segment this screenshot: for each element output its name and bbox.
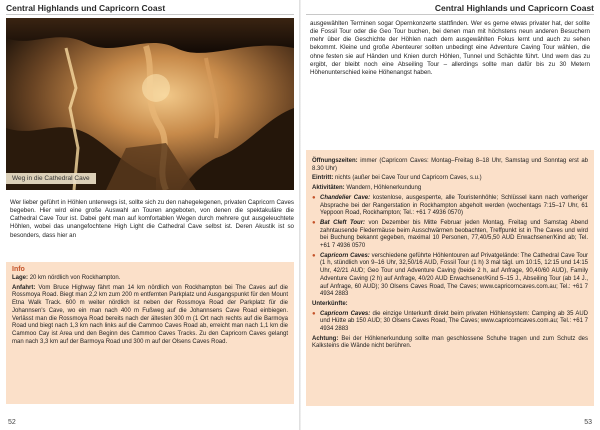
info-lage-text: 20 km nördlich von Rockhampton.	[29, 275, 121, 281]
info-lage	[12, 275, 288, 283]
info-aktivitaeten-text: Wandern, Höhlenerkundung	[346, 185, 422, 192]
info-aktivitaeten-label: Aktivitäten:	[312, 185, 345, 192]
info-unterkunft-label: Unterkünfte:	[312, 300, 348, 307]
bullet-name: Capricorn Caves:	[320, 310, 371, 317]
info-eintritt-text: nichts (außer bei Cave Tour und Capricorn Caves, s.u.)	[335, 175, 482, 182]
bullet-marker-icon: ●	[312, 194, 316, 201]
info-oeffnung	[312, 158, 588, 173]
info-oeffnung-label: Öffnungszeiten:	[312, 158, 358, 164]
lodging-bullet	[312, 311, 588, 334]
bullet-text: verschiedene geführte Höhlentouren auf Privatgelände: The Cathedral Cave Tour (1 h, stündlich von 9–16 Uhr, 32,50/16 AUD, Fossil Tour (1 h) 3 mal tägl. um 10:15, 12:15 und 14:15 Uhr, 42/21 AUD; Geo Tour und Adventure Caving (beide 2 h, auf Anfrage, 90,40/60 AUD), Family Adventure Caving (2 h) auf Anfrage, 40/20 AUD Erwachsener/Kind 5–15 J., Abseiling Tour (ab 14 J., auf Anfrage, 60 AUD); 30 Olsens Caves Road, The Caves; www.capricorncaves.com.au; Tel.: +61 7 4934 2883	[320, 252, 588, 298]
info-achtung-text: Bei der Höhlenerkundung sollte man geschlossene Schuhe tragen und zum Schutz des Kalksteins die Wände nicht berühren.	[312, 335, 588, 350]
running-head-left: Central Highlands und Capricorn Coast	[6, 3, 294, 15]
info-anfahrt-label: Anfahrt:	[12, 284, 36, 291]
running-head-right: Central Highlands und Capricorn Coast	[306, 3, 594, 15]
body-text-left: Wer lieber geführt in Höhlen unterwegs ist, sollte sich zu den nahegelegenen, privaten Capricorn Caves begeben. Hier wird eine große Auswahl an Touren angeboten, von denen die spektakuläre die Cathedral Cave Tour ist. Dabei geht man auf komfortablen Wegen durch mehrere gut ausgeleuchtete Höhlen, wobei das unangefochtene High Light die Cathedral Cave selbst ist. Deren Akustik ist so besonders, dass hier an	[10, 199, 294, 239]
bullet-text: die einzige Unterkunft direkt beim privaten Höhlensystem: Camping ab 35 AUD und Hütte ab 150 AUD; 30 Olsens Caves Road, The Caves; www.capricorncaves.com.au; Tel.: +61 7 4934 2883	[320, 310, 589, 333]
bullet-name: Bat Cleft Tour:	[320, 219, 366, 226]
info-achtung-label: Achtung:	[312, 335, 339, 342]
info-oeffnung-text: immer (Capricorn Caves: Montag–Freitag 8–18 Uhr, Samstag und Sonntag erst ab 8.30 Uhr)	[312, 158, 589, 172]
photo-caption: Weg in die Cathedral Cave	[6, 173, 96, 184]
info-aktivitaeten	[312, 185, 588, 193]
activity-bullet	[312, 195, 588, 218]
body-text-right: ausgewählten Terminen sogar Opernkonzerte stattfinden. Wer es gerne etwas privater hat, der sollte die Fossil Tour oder die Geo Tour buchen, bei denen man mit höchstens neun anderen Besuchern mehr über die Geschichte der Höhlen nach dem ausgewählten Fokus lernt und auch zu sehen bekommt. Kleine und große Abenteurer sollten unbedingt eine Adventure Caving Tour wählen, die ohne festen sie auf Händen und Knien durch Höhlen, Tunnel und Schächte führt. Und wem das zu ergibt, der bleibt noch eine Abseiling Tour – allerdings sollte man dafür bis zu 30 Metern Höhenunterschied keine Höhenangst haben.	[310, 20, 590, 76]
right-page	[300, 0, 600, 430]
bullet-marker-icon: ●	[312, 310, 316, 317]
page-number-left: 52	[8, 419, 16, 426]
info-anfahrt-text: Vom Bruce Highway fährt man 14 km nördlich von Rockhampton bei The Caves auf die Rossmoya Road. Biegt man 2,2 km zum 200 m entfernten Parkplatz und Ausgangspunkt für den Mount Etna Walk Track. 600 m weiter nördlich ist neben der Rossmoya Road der Parkplatz für die Johannsen's Cave, wo ein man nach 400 m Fußweg auf die Johannsens Cave Road einbiegen. Verlässt man die Rossmoya Road bereits nach der ältesten 300 m (1 Ort nach rechts auf die Barmoya Road und biegt nach 1,3 km nach links auf die Cammoo Caves Road ab, erreicht man nach 1,1 km die Cammoo Cay ist Area und den Beginn des Cammoo Caves Tracks. Zu den Capricorn Caves gelangt man nach 3,3 km auf der Barmoya Road und 300 m auf der Olsens Caves Road.	[12, 284, 288, 345]
info-box-right	[306, 150, 594, 406]
info-eintritt	[312, 175, 588, 183]
bullet-name: Chandelier Cave:	[320, 194, 371, 201]
bullet-marker-icon: ●	[312, 252, 316, 259]
info-achtung	[312, 336, 588, 351]
bullet-text: kostenlose, ausgesperrte, alle Touristenhöhle; Schlüssel kann nach vorheriger Absprache bei der Rangerstation in Rockhampton abgeholt werden (wochentags 7:15–17 Uhr, 61 Yeppoon Road, Rockhampton; Tel.: +61 7 4936 0570)	[320, 194, 588, 217]
info-unterkunft	[312, 301, 588, 309]
activity-bullet	[312, 253, 588, 299]
bullet-name: Capricorn Caves:	[320, 252, 370, 259]
cave-photo-illustration	[6, 18, 294, 190]
bullet-text: von Dezember bis Mitte Februar jeden Montag, Freitag und Samstag Abend zahntausende Fledermäuse beim Ausschwärmen beobachten, Treffpunkt ist in The Caves und wird bei Buchung bekannt gegeben, maximal 10 Personen, 77,40/5,50 AUD Erwachsener/Kind ab; Tel. +61 7 4936 0570	[320, 219, 588, 250]
bullet-marker-icon: ●	[312, 219, 316, 226]
info-title: Info	[12, 266, 25, 273]
page-number-right: 53	[584, 419, 592, 426]
info-box-left	[6, 262, 294, 404]
info-eintritt-label: Eintritt:	[312, 175, 334, 182]
info-anfahrt	[12, 285, 288, 347]
cave-photo	[6, 18, 294, 190]
activity-bullet	[312, 220, 588, 251]
info-lage-label: Lage:	[12, 275, 29, 281]
